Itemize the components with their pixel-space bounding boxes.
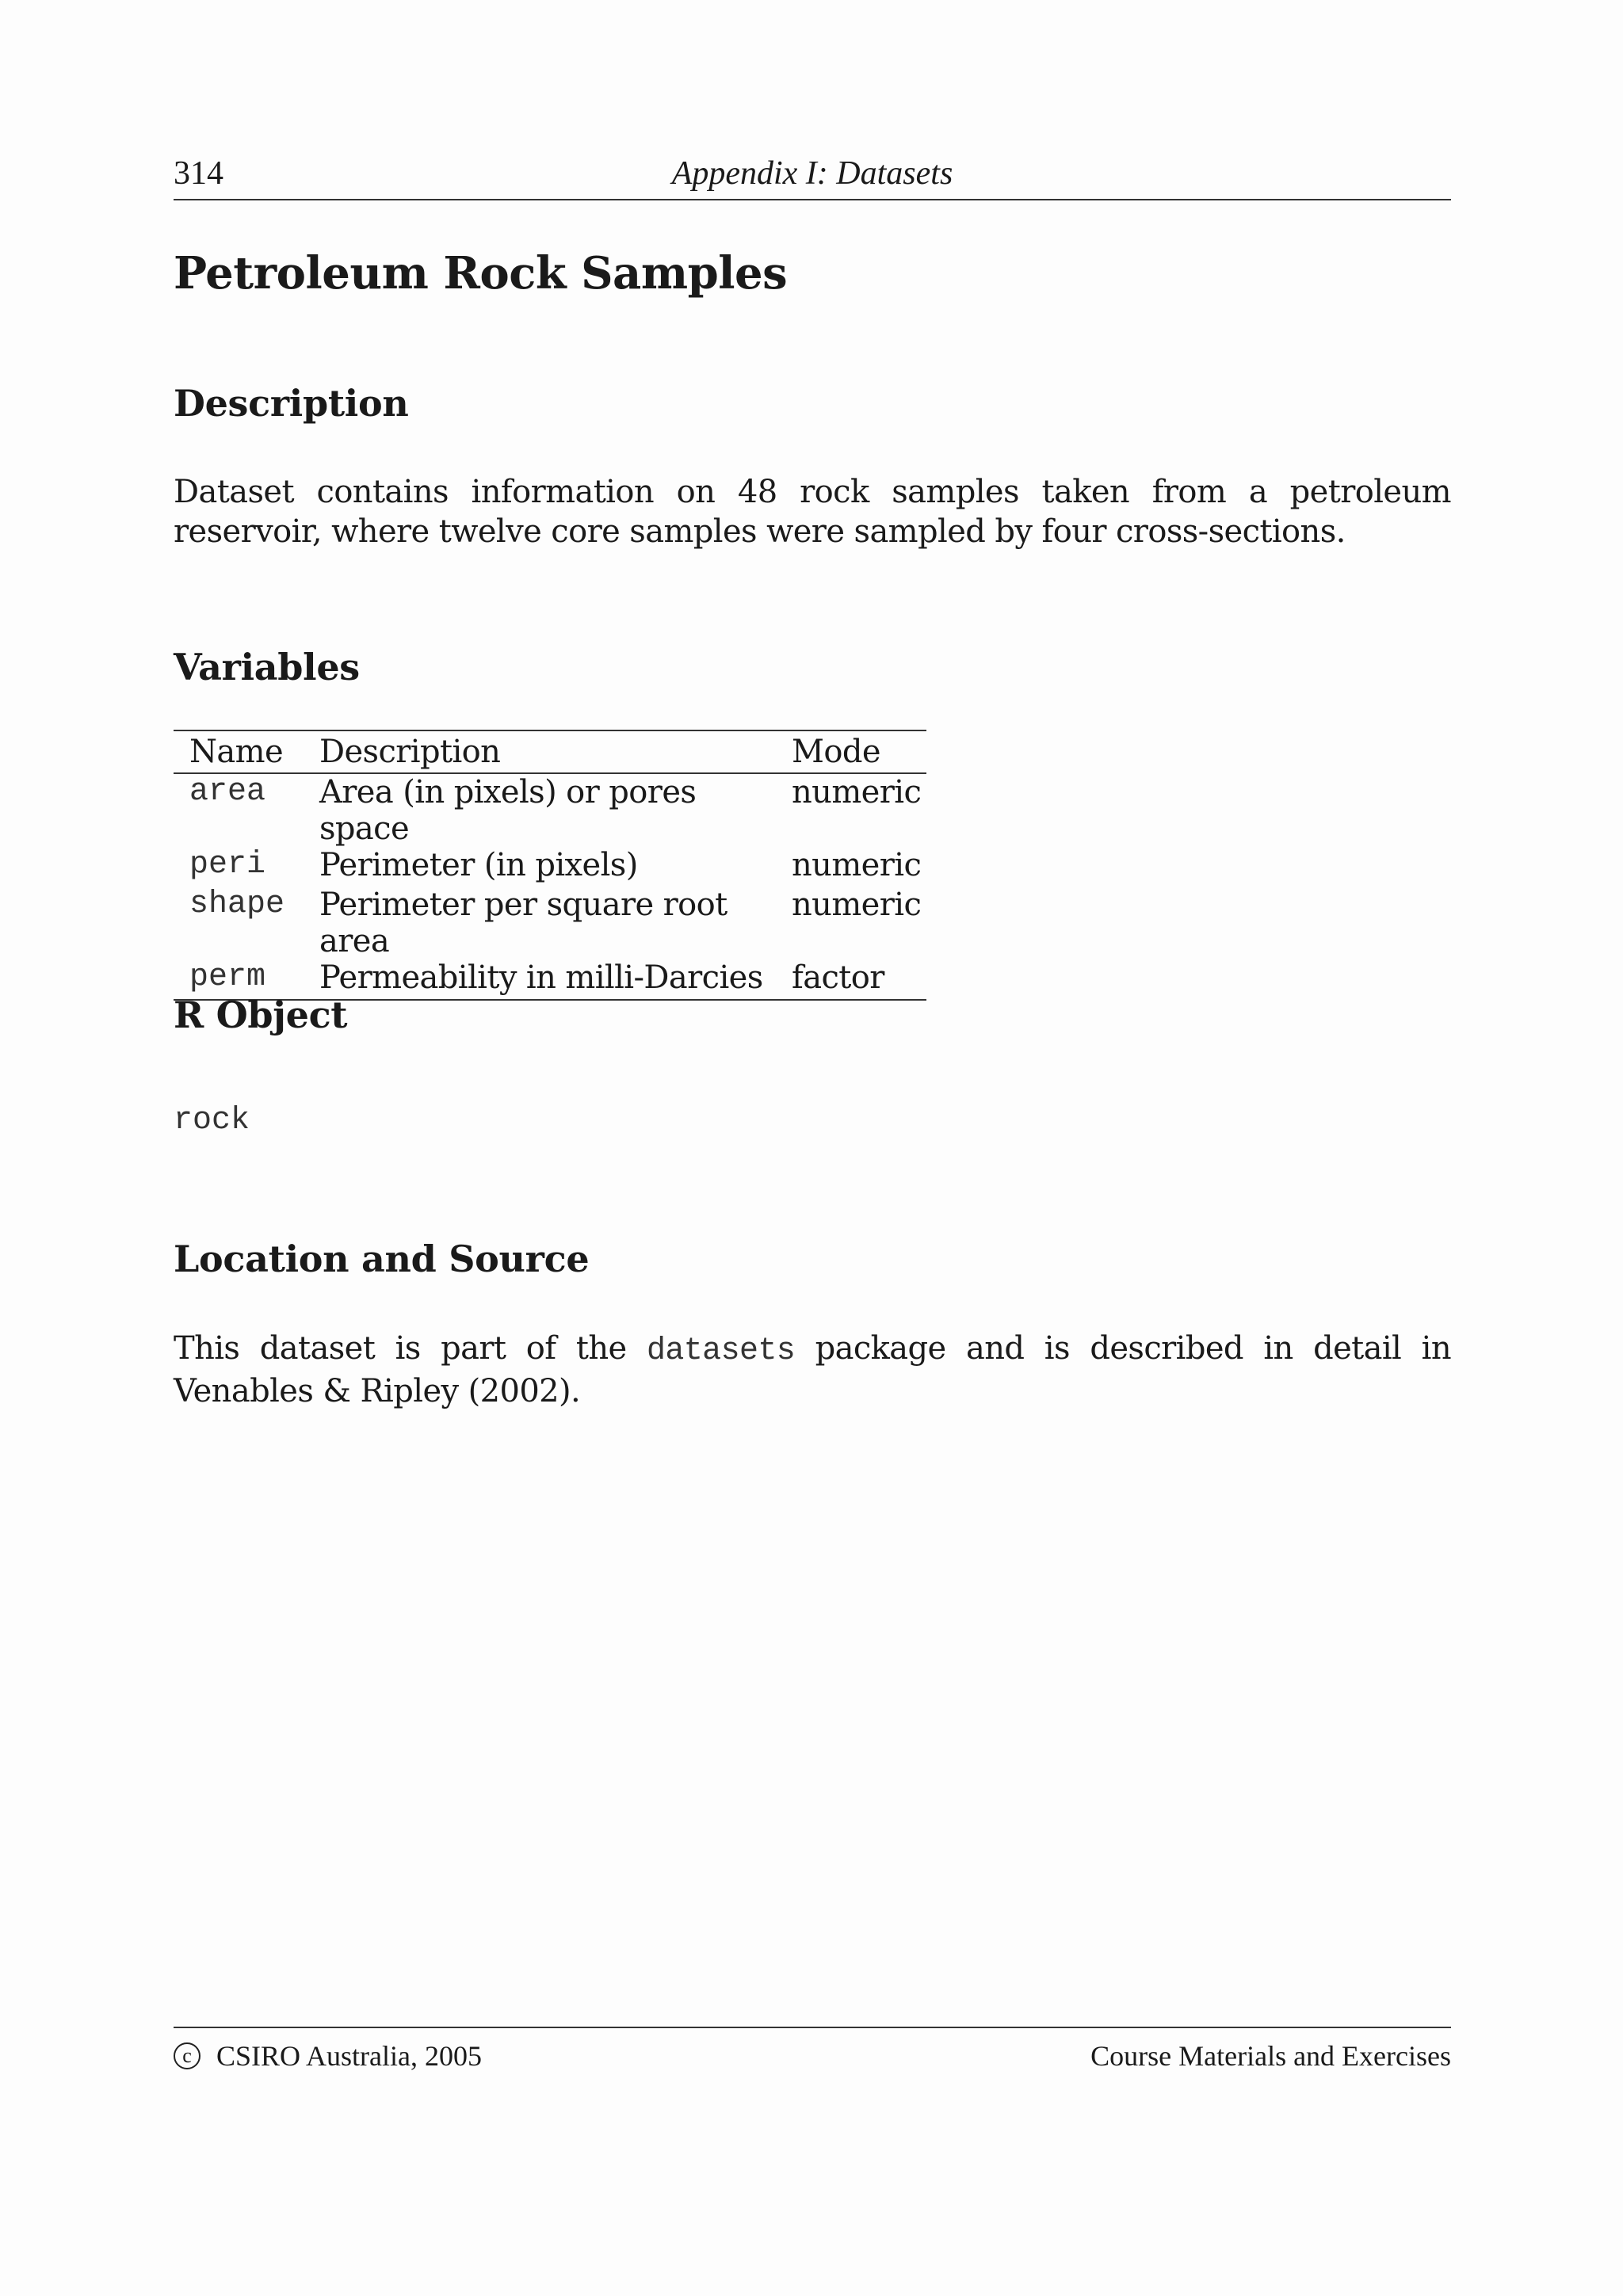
variable-name: perm xyxy=(174,959,319,1000)
variables-table xyxy=(174,730,926,1001)
table-row xyxy=(174,847,926,887)
footer-course-title: Course Materials and Exercises xyxy=(1090,2040,1451,2072)
r-object-name: rock xyxy=(174,1103,250,1138)
variable-name: area xyxy=(189,774,266,810)
location-text-after: package and is described in detail in Venables & Ripley (2002). xyxy=(174,1330,1452,1409)
variables-heading: Variables xyxy=(174,646,360,688)
table-header-row xyxy=(174,730,926,773)
variable-description: Permeability in milli-Darcies xyxy=(319,959,792,1000)
package-name: datasets xyxy=(646,1333,796,1369)
r-object-heading: R Object xyxy=(174,994,348,1036)
running-title: Appendix I: Datasets xyxy=(671,155,953,192)
variable-description: Area (in pixels) or pores space xyxy=(319,774,697,847)
variable-description: Perimeter (in pixels) xyxy=(319,847,638,883)
location-text xyxy=(174,1329,1451,1411)
footer-left xyxy=(174,2039,482,2073)
description-heading: Description xyxy=(174,382,409,425)
footer-copyright-text: CSIRO Australia, 2005 xyxy=(216,2040,483,2072)
variable-mode: numeric xyxy=(792,774,922,810)
table-row xyxy=(174,773,926,847)
location-text-before: This dataset is part of the xyxy=(174,1330,647,1367)
column-header-mode: Mode xyxy=(792,730,926,773)
page-header xyxy=(174,154,1451,200)
variable-name: shape xyxy=(189,887,285,922)
column-header-name: Name xyxy=(174,730,319,773)
location-heading: Location and Source xyxy=(174,1238,590,1280)
description-text: Dataset contains information on 48 rock samples taken from a petroleum reservoir, where twelve core samples were sampled by four cross-sections. xyxy=(174,474,1451,550)
table-row xyxy=(174,887,926,959)
variable-mode: numeric xyxy=(792,847,922,883)
variable-name: peri xyxy=(189,847,266,883)
variable-description: Perimeter per square root area xyxy=(319,887,727,959)
variable-mode: numeric xyxy=(792,887,922,923)
copyright-icon: c xyxy=(174,2042,200,2069)
column-header-description: Description xyxy=(319,730,792,773)
footer-rule xyxy=(174,2027,1451,2028)
variable-mode: factor xyxy=(792,959,926,1000)
page-number: 314 xyxy=(174,155,223,192)
page-title: Petroleum Rock Samples xyxy=(174,247,788,299)
